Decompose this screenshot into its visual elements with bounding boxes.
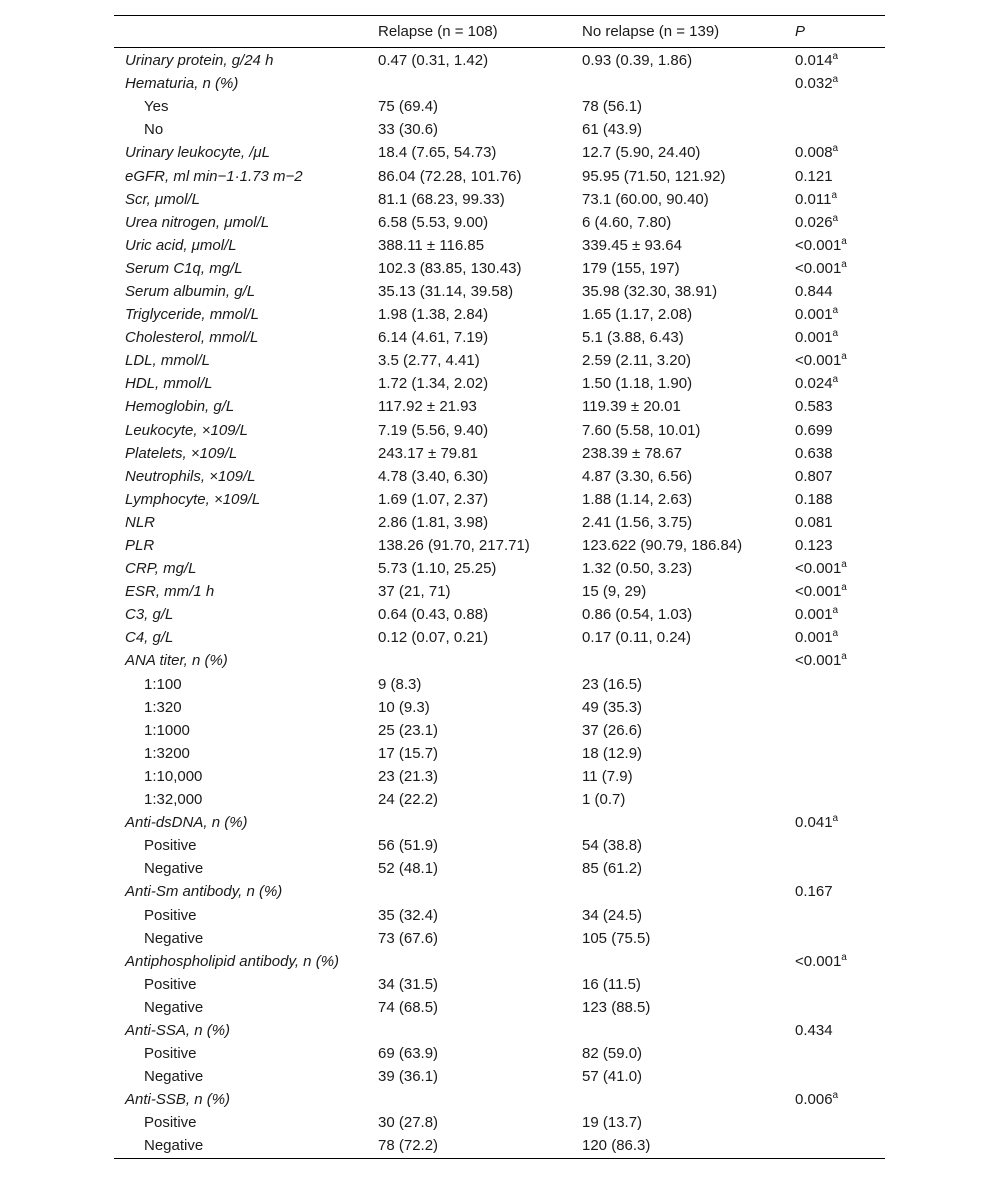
- p-value-text: <0.001: [795, 352, 842, 370]
- cell-no-relapse: 95.95 (71.50, 121.92): [582, 167, 726, 185]
- p-value-footnote-mark: a: [832, 305, 839, 317]
- p-value-footnote-mark: a: [832, 605, 839, 617]
- row-label: Urinary leukocyte, /μL: [125, 144, 270, 162]
- table-row: [114, 488, 885, 511]
- p-value-text: <0.001: [795, 583, 842, 601]
- table-row: [114, 834, 885, 857]
- table-row: [114, 950, 885, 973]
- p-value-text: 0.638: [795, 444, 833, 462]
- row-sublabel: 1:1000: [144, 721, 190, 739]
- cell-p-value: [784, 652, 885, 669]
- row-label: NLR: [125, 513, 156, 531]
- table-row: [114, 1042, 885, 1065]
- cell-p-value: [784, 953, 885, 970]
- cell-relapse: 1.69 (1.07, 2.37): [378, 490, 489, 508]
- table-row: [114, 442, 885, 465]
- cell-no-relapse: 6 (4.60, 7.80): [582, 213, 672, 231]
- p-value-footnote-mark: a: [832, 51, 839, 63]
- cell-relapse: 78 (72.2): [378, 1137, 439, 1155]
- cell-no-relapse: 18 (12.9): [582, 744, 643, 762]
- cell-p-value: [784, 491, 885, 508]
- cell-no-relapse: 85 (61.2): [582, 860, 643, 878]
- cell-no-relapse: 78 (56.1): [582, 98, 643, 116]
- table-row: [114, 857, 885, 880]
- p-value-text: 0.001: [795, 306, 833, 324]
- p-value-text: 0.001: [795, 606, 833, 624]
- table-row: [114, 626, 885, 649]
- cell-relapse: 30 (27.8): [378, 1114, 439, 1132]
- row-label: ESR, mm/1 h: [125, 583, 215, 601]
- p-value-footnote-mark: a: [831, 189, 837, 201]
- row-sublabel: 1:10,000: [144, 767, 203, 785]
- row-label: Urinary protein, g/24 h: [125, 52, 274, 70]
- table-row: [114, 372, 885, 395]
- p-value-footnote-mark: a: [832, 1090, 839, 1102]
- cell-p-value: [784, 537, 885, 554]
- table-row: [114, 465, 885, 488]
- p-value-text: 0.807: [795, 467, 833, 485]
- p-value-text: <0.001: [795, 560, 842, 578]
- row-label: Lymphocyte, ×109/L: [125, 490, 261, 508]
- cell-no-relapse: 2.59 (2.11, 3.20): [582, 352, 691, 370]
- cell-no-relapse: 5.1 (3.88, 6.43): [582, 329, 684, 347]
- table-row: [114, 580, 885, 603]
- row-label: Anti-SSA, n (%): [125, 1021, 231, 1039]
- table-row: [114, 788, 885, 811]
- row-label: Anti-SSB, n (%): [125, 1091, 231, 1109]
- cell-p-value: [784, 144, 885, 161]
- row-sublabel: 1:100: [144, 675, 182, 693]
- row-label: Hemoglobin, g/L: [125, 398, 235, 416]
- cell-no-relapse: 34 (24.5): [582, 906, 643, 924]
- p-value-text: 0.188: [795, 490, 833, 508]
- table-row: [114, 211, 885, 234]
- cell-relapse: 0.12 (0.07, 0.21): [378, 629, 489, 647]
- p-value-footnote-mark: a: [841, 651, 847, 663]
- table-row: [114, 118, 885, 141]
- p-value-text: 0.434: [795, 1021, 833, 1039]
- cell-relapse: 117.92 ± 21.93: [378, 398, 477, 416]
- cell-p-value: [784, 468, 885, 485]
- p-value-text: 0.699: [795, 421, 833, 439]
- p-value-footnote-mark: a: [832, 328, 839, 340]
- cell-no-relapse: 1.32 (0.50, 3.23): [582, 560, 693, 578]
- p-value-text: 0.001: [795, 629, 833, 647]
- cell-relapse: 25 (23.1): [378, 721, 439, 739]
- cell-no-relapse: 54 (38.8): [582, 837, 643, 855]
- cell-relapse: 10 (9.3): [378, 698, 430, 716]
- p-value-footnote-mark: a: [841, 559, 847, 571]
- p-value-footnote-mark: a: [832, 374, 839, 386]
- cell-p-value: [784, 75, 885, 92]
- cell-p-value: [784, 191, 885, 208]
- cell-relapse: 35.13 (31.14, 39.58): [378, 282, 514, 300]
- cell-no-relapse: 12.7 (5.90, 24.40): [582, 144, 701, 162]
- cell-p-value: [784, 814, 885, 831]
- cell-no-relapse: 119.39 ± 20.01: [582, 398, 681, 416]
- cell-relapse: 74 (68.5): [378, 998, 439, 1016]
- cell-p-value: [784, 329, 885, 346]
- p-value-footnote-mark: a: [832, 628, 839, 640]
- row-label: PLR: [125, 537, 155, 555]
- cell-relapse: 52 (48.1): [378, 860, 439, 878]
- row-label: ANA titer, n (%): [125, 652, 228, 670]
- cell-no-relapse: 11 (7.9): [582, 767, 633, 785]
- table-row: [114, 673, 885, 696]
- cell-no-relapse: 2.41 (1.56, 3.75): [582, 513, 693, 531]
- row-label: Cholesterol, mmol/L: [125, 329, 259, 347]
- row-label: Neutrophils, ×109/L: [125, 467, 256, 485]
- cell-relapse: 0.64 (0.43, 0.88): [378, 606, 489, 624]
- cell-p-value: [784, 606, 885, 623]
- row-sublabel: 1:32,000: [144, 791, 203, 809]
- row-sublabel: Negative: [144, 929, 204, 947]
- cell-no-relapse: 105 (75.5): [582, 929, 651, 947]
- cell-no-relapse: 0.86 (0.54, 1.03): [582, 606, 693, 624]
- cell-p-value: [784, 260, 885, 277]
- table-row: [114, 903, 885, 926]
- p-value-footnote-mark: a: [841, 582, 847, 594]
- row-label: Antiphospholipid antibody, n (%): [125, 952, 340, 970]
- table-row: [114, 996, 885, 1019]
- table-row: [114, 1065, 885, 1088]
- cell-relapse: 56 (51.9): [378, 837, 439, 855]
- cell-relapse: 24 (22.2): [378, 791, 439, 809]
- cell-p-value: [784, 214, 885, 231]
- p-value-text: 0.123: [795, 537, 833, 555]
- cell-p-value: [784, 1022, 885, 1039]
- row-label: Serum albumin, g/L: [125, 282, 256, 300]
- cell-p-value: [784, 283, 885, 300]
- p-value-text: <0.001: [795, 236, 842, 254]
- cell-relapse: 37 (21, 71): [378, 583, 451, 601]
- row-label: Serum C1q, mg/L: [125, 259, 243, 277]
- p-value-text: 0.006: [795, 1091, 833, 1109]
- row-sublabel: Positive: [144, 1045, 197, 1063]
- cell-p-value: [784, 560, 885, 577]
- p-value-text: 0.011: [795, 190, 832, 208]
- p-value-text: 0.014: [795, 52, 833, 70]
- cell-relapse: 5.73 (1.10, 25.25): [378, 560, 497, 578]
- cell-relapse: 18.4 (7.65, 54.73): [378, 144, 497, 162]
- cell-no-relapse: 4.87 (3.30, 6.56): [582, 467, 693, 485]
- p-value-text: 0.024: [795, 375, 833, 393]
- cell-no-relapse: 15 (9, 29): [582, 583, 647, 601]
- p-value-footnote-mark: a: [832, 74, 839, 86]
- table-row: [114, 811, 885, 834]
- cell-relapse: 102.3 (83.85, 130.43): [378, 259, 522, 277]
- row-label: Triglyceride, mmol/L: [125, 306, 259, 324]
- cell-no-relapse: 0.93 (0.39, 1.86): [582, 52, 693, 70]
- cell-relapse: 243.17 ± 79.81: [378, 444, 478, 462]
- cell-relapse: 35 (32.4): [378, 906, 439, 924]
- cell-p-value: [784, 1091, 885, 1108]
- table-row: [114, 696, 885, 719]
- row-label: C3, g/L: [125, 606, 174, 624]
- cell-no-relapse: 61 (43.9): [582, 121, 643, 139]
- table-row: [114, 603, 885, 626]
- cell-p-value: [784, 52, 885, 69]
- cell-no-relapse: 35.98 (32.30, 38.91): [582, 282, 718, 300]
- p-value-text: 0.121: [795, 167, 833, 185]
- cell-no-relapse: 37 (26.6): [582, 721, 643, 739]
- cell-relapse: 1.72 (1.34, 2.02): [378, 375, 489, 393]
- table-row: [114, 1088, 885, 1111]
- cell-relapse: 75 (69.4): [378, 98, 439, 116]
- row-sublabel: Yes: [144, 98, 169, 116]
- p-value-text: <0.001: [795, 259, 842, 277]
- table-row: [114, 880, 885, 903]
- cell-p-value: [784, 352, 885, 369]
- header-col-relapse: Relapse (n = 108): [378, 23, 498, 40]
- row-sublabel: Positive: [144, 975, 197, 993]
- table-row: [114, 395, 885, 418]
- table-row: [114, 257, 885, 280]
- p-value-footnote-mark: a: [832, 813, 839, 825]
- header-col-no-relapse: No relapse (n = 139): [582, 23, 720, 40]
- cell-relapse: 17 (15.7): [378, 744, 439, 762]
- cell-relapse: 33 (30.6): [378, 121, 439, 139]
- cell-relapse: 34 (31.5): [378, 975, 439, 993]
- p-value-text: 0.081: [795, 513, 833, 531]
- cell-relapse: 81.1 (68.23, 99.33): [378, 190, 505, 208]
- cell-p-value: [784, 375, 885, 392]
- cell-p-value: [784, 237, 885, 254]
- cell-no-relapse: 49 (35.3): [582, 698, 643, 716]
- table-row: [114, 49, 885, 72]
- cell-relapse: 86.04 (72.28, 101.76): [378, 167, 522, 185]
- cell-relapse: 69 (63.9): [378, 1045, 439, 1063]
- cell-p-value: [784, 306, 885, 323]
- row-sublabel: 1:320: [144, 698, 182, 716]
- cell-p-value: [784, 514, 885, 531]
- cell-relapse: 1.98 (1.38, 2.84): [378, 306, 489, 324]
- p-value-footnote-mark: a: [832, 143, 839, 155]
- row-label: Anti-dsDNA, n (%): [125, 814, 248, 832]
- table-row: [114, 164, 885, 187]
- cell-relapse: 7.19 (5.56, 9.40): [378, 421, 489, 439]
- cell-no-relapse: 1.88 (1.14, 2.63): [582, 490, 693, 508]
- row-sublabel: Positive: [144, 837, 197, 855]
- p-value-text: 0.844: [795, 282, 833, 300]
- row-sublabel: Positive: [144, 1114, 197, 1132]
- table-header-rule: [114, 47, 885, 48]
- row-label: Hematuria, n (%): [125, 75, 239, 93]
- data-table: [114, 15, 885, 1159]
- p-value-text: 0.167: [795, 883, 833, 901]
- table-bottom-rule: [114, 1158, 885, 1159]
- table-row: [114, 1019, 885, 1042]
- cell-p-value: [784, 629, 885, 646]
- p-value-footnote-mark: a: [841, 258, 847, 270]
- row-label: CRP, mg/L: [125, 560, 197, 578]
- p-value-text: 0.001: [795, 329, 833, 347]
- table-body: [114, 49, 885, 1158]
- table-row: [114, 927, 885, 950]
- row-sublabel: Negative: [144, 860, 204, 878]
- row-sublabel: No: [144, 121, 164, 139]
- p-value-text: 0.032: [795, 75, 833, 93]
- table-row: [114, 419, 885, 442]
- table-row: [114, 349, 885, 372]
- cell-relapse: 6.58 (5.53, 9.00): [378, 213, 489, 231]
- table-row: [114, 649, 885, 672]
- cell-no-relapse: 0.17 (0.11, 0.24): [582, 629, 691, 647]
- cell-no-relapse: 238.39 ± 78.67: [582, 444, 682, 462]
- p-value-text: <0.001: [795, 652, 842, 670]
- table-row: [114, 719, 885, 742]
- cell-relapse: 2.86 (1.81, 3.98): [378, 513, 489, 531]
- cell-no-relapse: 123 (88.5): [582, 998, 651, 1016]
- cell-p-value: [784, 168, 885, 185]
- row-label: eGFR, ml min−1·1.73 m−2: [125, 167, 303, 185]
- table-row: [114, 234, 885, 257]
- cell-no-relapse: 1 (0.7): [582, 791, 626, 809]
- table-row: [114, 557, 885, 580]
- table-row: [114, 303, 885, 326]
- row-label: HDL, mmol/L: [125, 375, 213, 393]
- p-value-footnote-mark: a: [832, 212, 839, 224]
- p-value-text: 0.041: [795, 814, 833, 832]
- p-value-text: 0.583: [795, 398, 833, 416]
- cell-no-relapse: 16 (11.5): [582, 975, 641, 993]
- header-col-p: P: [795, 23, 806, 40]
- cell-relapse: 9 (8.3): [378, 675, 422, 693]
- cell-relapse: 0.47 (0.31, 1.42): [378, 52, 489, 70]
- cell-p-value: [784, 422, 885, 439]
- cell-no-relapse: 19 (13.7): [582, 1114, 643, 1132]
- cell-relapse: 23 (21.3): [378, 767, 439, 785]
- table-row: [114, 511, 885, 534]
- table-row: [114, 141, 885, 164]
- p-value-text: 0.026: [795, 213, 833, 231]
- row-label: Platelets, ×109/L: [125, 444, 238, 462]
- cell-p-value: [784, 398, 885, 415]
- cell-no-relapse: 57 (41.0): [582, 1068, 643, 1086]
- cell-no-relapse: 7.60 (5.58, 10.01): [582, 421, 701, 439]
- table-row: [114, 1111, 885, 1134]
- cell-no-relapse: 1.50 (1.18, 1.90): [582, 375, 693, 393]
- table-row: [114, 326, 885, 349]
- p-value-text: <0.001: [795, 952, 842, 970]
- table-row: [114, 1134, 885, 1157]
- cell-p-value: [784, 883, 885, 900]
- table-row: [114, 280, 885, 303]
- cell-no-relapse: 179 (155, 197): [582, 259, 680, 277]
- p-value-footnote-mark: a: [841, 351, 847, 363]
- row-sublabel: Negative: [144, 1137, 204, 1155]
- table-row: [114, 72, 885, 95]
- p-value-text: 0.008: [795, 144, 833, 162]
- row-label: C4, g/L: [125, 629, 174, 647]
- table-row: [114, 188, 885, 211]
- cell-relapse: 138.26 (91.70, 217.71): [378, 537, 530, 555]
- row-label: Uric acid, μmol/L: [125, 236, 237, 254]
- cell-no-relapse: 1.65 (1.17, 2.08): [582, 306, 693, 324]
- cell-p-value: [784, 583, 885, 600]
- row-label: Urea nitrogen, μmol/L: [125, 213, 270, 231]
- row-label: LDL, mmol/L: [125, 352, 211, 370]
- cell-relapse: 39 (36.1): [378, 1068, 439, 1086]
- row-sublabel: Negative: [144, 998, 204, 1016]
- cell-no-relapse: 23 (16.5): [582, 675, 643, 693]
- p-value-footnote-mark: a: [841, 235, 847, 247]
- row-sublabel: Positive: [144, 906, 197, 924]
- row-sublabel: 1:3200: [144, 744, 190, 762]
- cell-relapse: 388.11 ± 116.85: [378, 236, 485, 254]
- table-row: [114, 765, 885, 788]
- cell-no-relapse: 73.1 (60.00, 90.40): [582, 190, 709, 208]
- cell-p-value: [784, 445, 885, 462]
- table-row: [114, 534, 885, 557]
- cell-relapse: 4.78 (3.40, 6.30): [378, 467, 489, 485]
- row-label: Leukocyte, ×109/L: [125, 421, 249, 439]
- cell-relapse: 3.5 (2.77, 4.41): [378, 352, 480, 370]
- cell-no-relapse: 123.622 (90.79, 186.84): [582, 537, 743, 555]
- cell-no-relapse: 339.45 ± 93.64: [582, 236, 682, 254]
- table-row: [114, 742, 885, 765]
- cell-no-relapse: 82 (59.0): [582, 1045, 643, 1063]
- cell-no-relapse: 120 (86.3): [582, 1137, 651, 1155]
- cell-relapse: 6.14 (4.61, 7.19): [378, 329, 489, 347]
- row-label: Scr, μmol/L: [125, 190, 200, 208]
- cell-relapse: 73 (67.6): [378, 929, 439, 947]
- table-row: [114, 95, 885, 118]
- table-row: [114, 973, 885, 996]
- p-value-footnote-mark: a: [841, 951, 847, 963]
- row-label: Anti-Sm antibody, n (%): [125, 883, 283, 901]
- row-sublabel: Negative: [144, 1068, 204, 1086]
- table-header-row: [114, 16, 885, 47]
